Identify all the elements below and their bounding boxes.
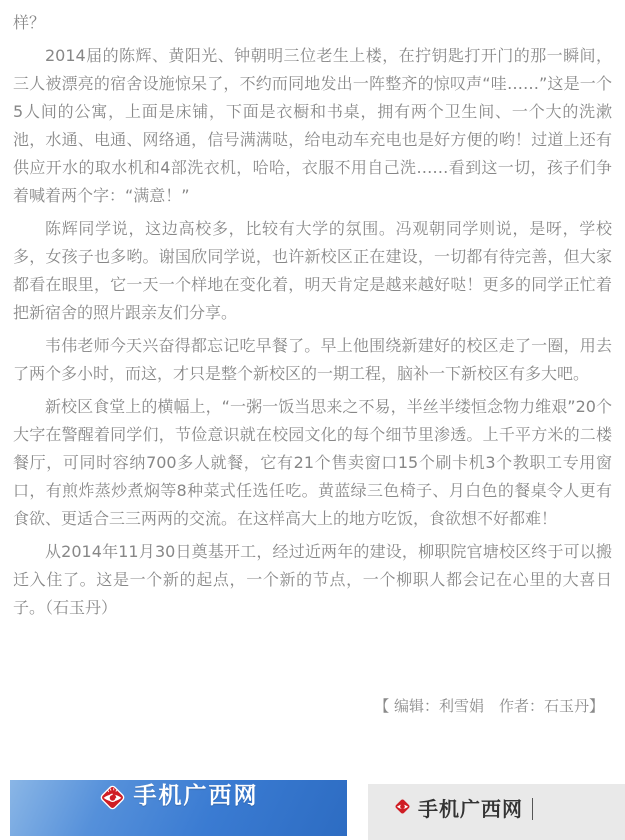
paragraph: 陈辉同学说，这边高校多，比较有大学的氛围。冯观朝同学则说，是呀，学校多，女孩子也多哟。谢国欣同学说，也许新校区正在建设，一切都有待完善，但大家都看在眼里，它一天一个样地在变化着，明天肯定是越来越好哒！更多的同学正忙着把新宿舍的照片跟亲友们分享。 bbox=[13, 219, 612, 322]
mobile-guangxi-net-banner[interactable] bbox=[10, 780, 347, 836]
byline: 【 编辑：利雪娟 作者：石玉丹】 bbox=[374, 697, 604, 715]
banner-divider bbox=[532, 798, 533, 820]
guangxi-news-eye-logo-icon bbox=[394, 798, 411, 819]
paragraph-fragment: 样？ bbox=[13, 13, 46, 32]
footer-banners bbox=[0, 780, 625, 840]
paragraph: 韦伟老师今天兴奋得都忘记吃早餐了。早上他围绕新建好的校区走了一圈，用去了两个多小时，而这，才只是整个新校区的一期工程，脑补一下新校区有多大吧。 bbox=[13, 336, 612, 383]
mobile-guangxi-net-banner-gray[interactable] bbox=[368, 784, 625, 840]
banner-title: 手机广西网 bbox=[133, 783, 259, 809]
paragraph: 从2014年11月30日奠基开工，经过近两年的建设，柳职院官塘校区终于可以搬迁入住了。这是一个新的起点，一个新的节点，一个柳职人都会记在心里的大喜日子。（石玉丹） bbox=[13, 542, 612, 617]
paragraph: 2014届的陈辉、黄阳光、钟朝明三位老生上楼，在拧钥匙打开门的那一瞬间，三人被漂亮的宿舍设施惊呆了，不约而同地发出一阵整齐的惊叹声“哇……”这是一个5人间的公寓，上面是床铺，下面是衣橱和书桌，拥有两个卫生间、一个大的洗漱池，水通、电通、网络通，信号满满哒，给电动车充电也是好方便的哟！过道上还有供应开水的取水机和4部洗衣机，哈哈，衣服不用自己洗……看到这一切，孩子们争着喊着两个字：“满意！” bbox=[13, 46, 612, 205]
guangxi-news-eye-logo-icon bbox=[99, 784, 126, 815]
banner-title: 手机广西网 bbox=[418, 797, 523, 821]
paragraph: 新校区食堂上的横幅上，“一粥一饭当思来之不易，半丝半缕恒念物力维艰”20个大字在警醒着同学们，节俭意识就在校园文化的每个细节里渗透。上千平方米的二楼餐厅，可同时容纳700多人就餐，它有21个售卖窗口15个刷卡机3个教职工专用窗口，有煎炸蒸炒煮焖等8种菜式任选任吃。黄蓝绿三色椅子、月白色的餐桌令人更有食欲、更适合三三两两的交流。在这样高大上的地方吃饭，食欲想不好都难！ bbox=[13, 397, 612, 528]
article-paragraphs bbox=[13, 42, 612, 622]
